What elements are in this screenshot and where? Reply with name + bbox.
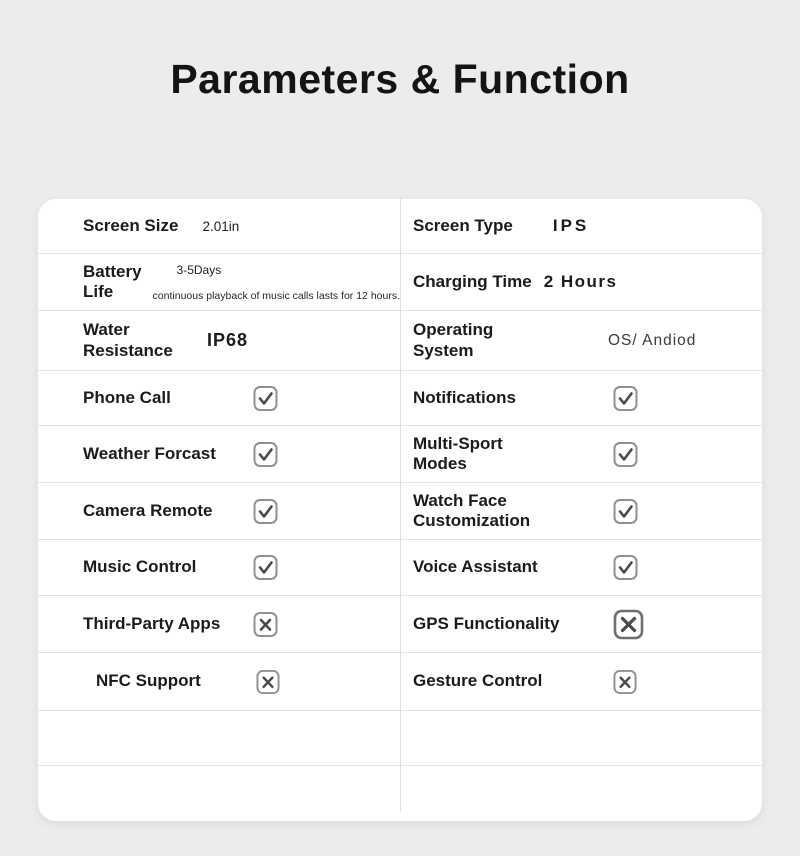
empty-row-cell [400, 711, 762, 766]
checkbox-crossed-icon[interactable] [613, 669, 637, 695]
feature-label: GPS Functionality [413, 613, 560, 633]
feature-row-nfc-support [38, 653, 400, 711]
feature-label: Camera Remote [83, 500, 213, 520]
spec-row-screen-size [38, 199, 400, 254]
spec-value: IP68 [207, 330, 249, 350]
checkbox-checked-icon[interactable] [613, 554, 638, 581]
feature-label: Multi-Sport Modes [413, 433, 503, 473]
spec-row-charging-time [400, 254, 762, 311]
checkbox-checked-icon[interactable] [613, 385, 638, 412]
feature-row-watch-face-customization [400, 483, 762, 540]
spec-value: 2.01in [202, 218, 240, 234]
spec-row-screen-type [400, 199, 762, 254]
feature-row-music-control [38, 540, 400, 596]
checkbox-checked-icon[interactable] [613, 498, 638, 525]
empty-row-cell [38, 766, 400, 821]
spec-label: Battery Life [83, 261, 142, 301]
empty-row-cell [400, 766, 762, 821]
checkbox-crossed-icon[interactable] [253, 611, 278, 638]
checkbox-checked-icon[interactable] [253, 441, 278, 468]
feature-row-gps-functionality [400, 596, 762, 653]
spec-label: Charging Time [413, 271, 532, 291]
empty-row-cell [38, 711, 400, 766]
checkbox-checked-icon[interactable] [613, 441, 638, 468]
feature-label: Watch Face Customization [413, 490, 531, 530]
feature-label: Phone Call [83, 387, 171, 407]
spec-value: IPS [552, 216, 590, 235]
feature-label: Music Control [83, 557, 197, 577]
checkbox-checked-icon[interactable] [253, 554, 278, 581]
spec-table-card [38, 199, 762, 821]
checkbox-crossed-icon[interactable] [256, 669, 280, 695]
checkbox-crossed-icon[interactable] [613, 609, 644, 640]
feature-row-voice-assistant [400, 540, 762, 596]
spec-label: Screen Size [83, 215, 179, 235]
feature-label: NFC Support [96, 671, 201, 691]
feature-label: Notifications [413, 387, 516, 407]
spec-row-operating-system [400, 311, 762, 371]
feature-row-camera-remote [38, 483, 400, 540]
spec-label: Screen Type [413, 215, 513, 235]
feature-label: Gesture Control [413, 671, 543, 691]
spec-row-battery-life [38, 254, 400, 311]
feature-label: Voice Assistant [413, 557, 538, 577]
feature-row-phone-call [38, 371, 400, 426]
feature-row-multi-sport-modes [400, 426, 762, 483]
spec-value: OS/ Andiod [608, 331, 697, 349]
checkbox-checked-icon[interactable] [253, 498, 278, 525]
spec-label: Operating System [413, 320, 494, 360]
spec-note: continuous playback of music calls lasts for 12 hours. [152, 289, 400, 302]
spec-value: 3-5Days [176, 262, 222, 277]
spec-label: Water Resistance [83, 320, 173, 360]
feature-row-third-party-apps [38, 596, 400, 653]
feature-label: Third-Party Apps [83, 613, 221, 633]
checkbox-checked-icon[interactable] [253, 385, 278, 412]
feature-row-notifications [400, 371, 762, 426]
spec-value: 2 Hours [543, 272, 618, 291]
spec-row-water-resistance [38, 311, 400, 371]
page-title: Parameters & Function [170, 56, 630, 102]
feature-row-weather-forcast [38, 426, 400, 483]
feature-label: Weather Forcast [83, 443, 216, 463]
column-divider [400, 199, 401, 811]
feature-row-gesture-control [400, 653, 762, 711]
